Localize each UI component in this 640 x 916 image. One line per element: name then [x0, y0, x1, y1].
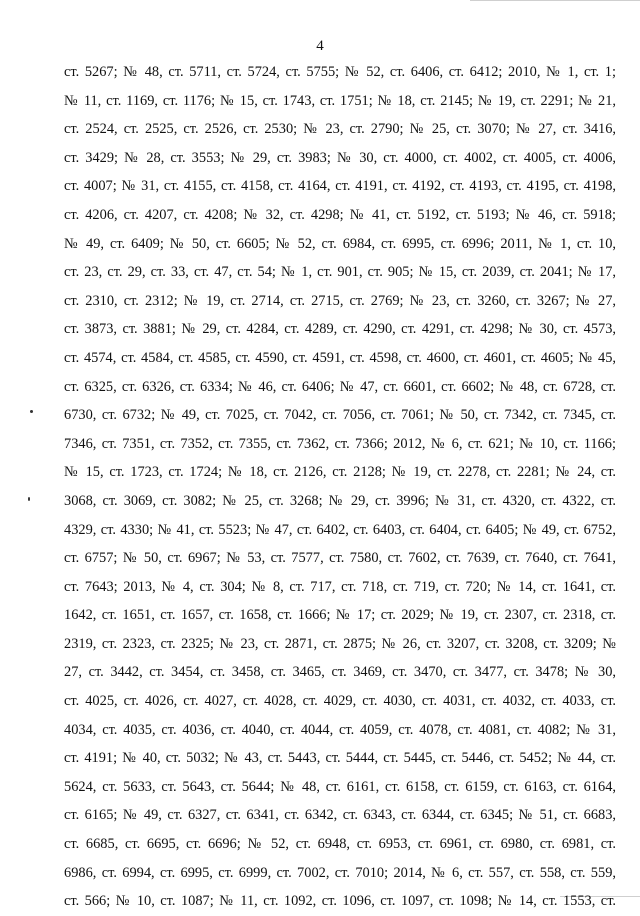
scan-dot-mark — [28, 497, 30, 501]
text-line: ст. 2524, ст. 2525, ст. 2526, ст. 2530; № 23, ст. 2790; № 25, ст. 3070; № 27, ст. 3416, — [64, 121, 616, 138]
text-line: ст. 23, ст. 29, ст. 33, ст. 47, ст. 54; № 1, ст. 901, ст. 905; № 15, ст. 2039, ст. 2041; № 17, — [64, 264, 616, 281]
text-line: ст. 4191; № 40, ст. 5032; № 43, ст. 5443, ст. 5444, ст. 5445, ст. 5446, ст. 5452; № 44, ст. — [64, 750, 616, 767]
text-line: ст. 2310, ст. 2312; № 19, ст. 2714, ст. 2715, ст. 2769; № 23, ст. 3260, ст. 3267; № 27, — [64, 292, 616, 309]
text-line: ст. 4574, ст. 4584, ст. 4585, ст. 4590, ст. 4591, ст. 4598, ст. 4600, ст. 4601, ст. 4605; № 45, — [64, 349, 616, 366]
text-line: 6986, ст. 6994, ст. 6995, ст. 6999, ст. 7002, ст. 7010; 2014, № 6, ст. 557, ст. 558, ст. 559, — [64, 864, 616, 881]
text-line: № 49, ст. 6409; № 50, ст. 6605; № 52, ст. 6984, ст. 6995, ст. 6996; 2011, № 1, ст. 10, — [64, 235, 616, 252]
text-line: ст. 6165; № 49, ст. 6327, ст. 6341, ст. 6342, ст. 6343, ст. 6344, ст. 6345; № 51, ст. 6683, — [64, 807, 616, 824]
text-line: 1642, ст. 1651, ст. 1657, ст. 1658, ст. 1666; № 17; ст. 2029; № 19, ст. 2307, ст. 2318, ст. — [64, 607, 616, 624]
text-line: 7346, ст. 7351, ст. 7352, ст. 7355, ст. 7362, ст. 7366; 2012, № 6, ст. 621; № 10, ст. 1166; — [64, 435, 616, 452]
text-line: 27, ст. 3442, ст. 3454, ст. 3458, ст. 3465, ст. 3469, ст. 3470, ст. 3477, ст. 3478; № 30, — [64, 664, 616, 681]
text-line: № 15, ст. 1723, ст. 1724; № 18, ст. 2126, ст. 2128; № 19, ст. 2278, ст. 2281; № 24, ст. — [64, 464, 616, 481]
page-number: 4 — [316, 38, 324, 54]
text-line: ст. 6325, ст. 6326, ст. 6334; № 46, ст. 6406; № 47, ст. 6601, ст. 6602; № 48, ст. 6728, ст. — [64, 378, 616, 395]
text-line: ст. 3873, ст. 3881; № 29, ст. 4284, ст. 4289, ст. 4290, ст. 4291, ст. 4298; № 30, ст. 4573, — [64, 321, 616, 338]
text-line: ст. 4025, ст. 4026, ст. 4027, ст. 4028, ст. 4029, ст. 4030, ст. 4031, ст. 4032, ст. 4033, ст. — [64, 693, 616, 710]
text-line: 6730, ст. 6732; № 49, ст. 7025, ст. 7042, ст. 7056, ст. 7061; № 50, ст. 7342, ст. 7345, ст. — [64, 407, 616, 424]
text-line: 5624, ст. 5633, ст. 5643, ст. 5644; № 48, ст. 6161, ст. 6158, ст. 6159, ст. 6163, ст. 6164, — [64, 778, 616, 795]
text-line: 3068, ст. 3069, ст. 3082; № 25, ст. 3268; № 29, ст. 3996; № 31, ст. 4320, ст. 4322, ст. — [64, 492, 616, 509]
scan-edge-top — [470, 0, 640, 1]
text-line: 4329, ст. 4330; № 41, ст. 5523; № 47, ст. 6402, ст. 6403, ст. 6404, ст. 6405; № 49, ст. 6752, — [64, 521, 616, 538]
text-line: ст. 4206, ст. 4207, ст. 4208; № 32, ст. 4298; № 41, ст. 5192, ст. 5193; № 46, ст. 5918; — [64, 206, 616, 223]
text-line: ст. 566; № 10, ст. 1087; № 11, ст. 1092, ст. 1096, ст. 1097, ст. 1098; № 14, ст. 1553, ст. — [64, 893, 616, 910]
text-line: ст. 4007; № 31, ст. 4155, ст. 4158, ст. 4164, ст. 4191, ст. 4192, ст. 4193, ст. 4195, ст. 4198, — [64, 178, 616, 195]
text-line: ст. 5267; № 48, ст. 5711, ст. 5724, ст. 5755; № 52, ст. 6406, ст. 6412; 2010, № 1, ст. 1; — [64, 64, 616, 80]
scan-dot-mark — [30, 410, 33, 413]
text-line: 4034, ст. 4035, ст. 4036, ст. 4040, ст. 4044, ст. 4059, ст. 4078, ст. 4081, ст. 4082; № 31, — [64, 721, 616, 738]
text-line: 2319, ст. 2323, ст. 2325; № 23, ст. 2871, ст. 2875; № 26, ст. 3207, ст. 3208, ст. 3209; № — [64, 635, 616, 652]
document-body — [64, 58, 616, 916]
text-line: ст. 7643; 2013, № 4, ст. 304; № 8, ст. 717, ст. 718, ст. 719, ст. 720; № 14, ст. 1641, ст. — [64, 578, 616, 595]
text-line: № 11, ст. 1169, ст. 1176; № 15, ст. 1743, ст. 1751; № 18, ст. 2145; № 19, ст. 2291; № 21, — [64, 92, 616, 109]
text-line: ст. 6685, ст. 6695, ст. 6696; № 52, ст. 6948, ст. 6953, ст. 6961, ст. 6980, ст. 6981, ст. — [64, 836, 616, 853]
text-line: ст. 3429; № 28, ст. 3553; № 29, ст. 3983; № 30, ст. 4000, ст. 4002, ст. 4005, ст. 4006, — [64, 149, 616, 166]
text-line: ст. 6757; № 50, ст. 6967; № 53, ст. 7577, ст. 7580, ст. 7602, ст. 7639, ст. 7640, ст. 7641, — [64, 550, 616, 567]
